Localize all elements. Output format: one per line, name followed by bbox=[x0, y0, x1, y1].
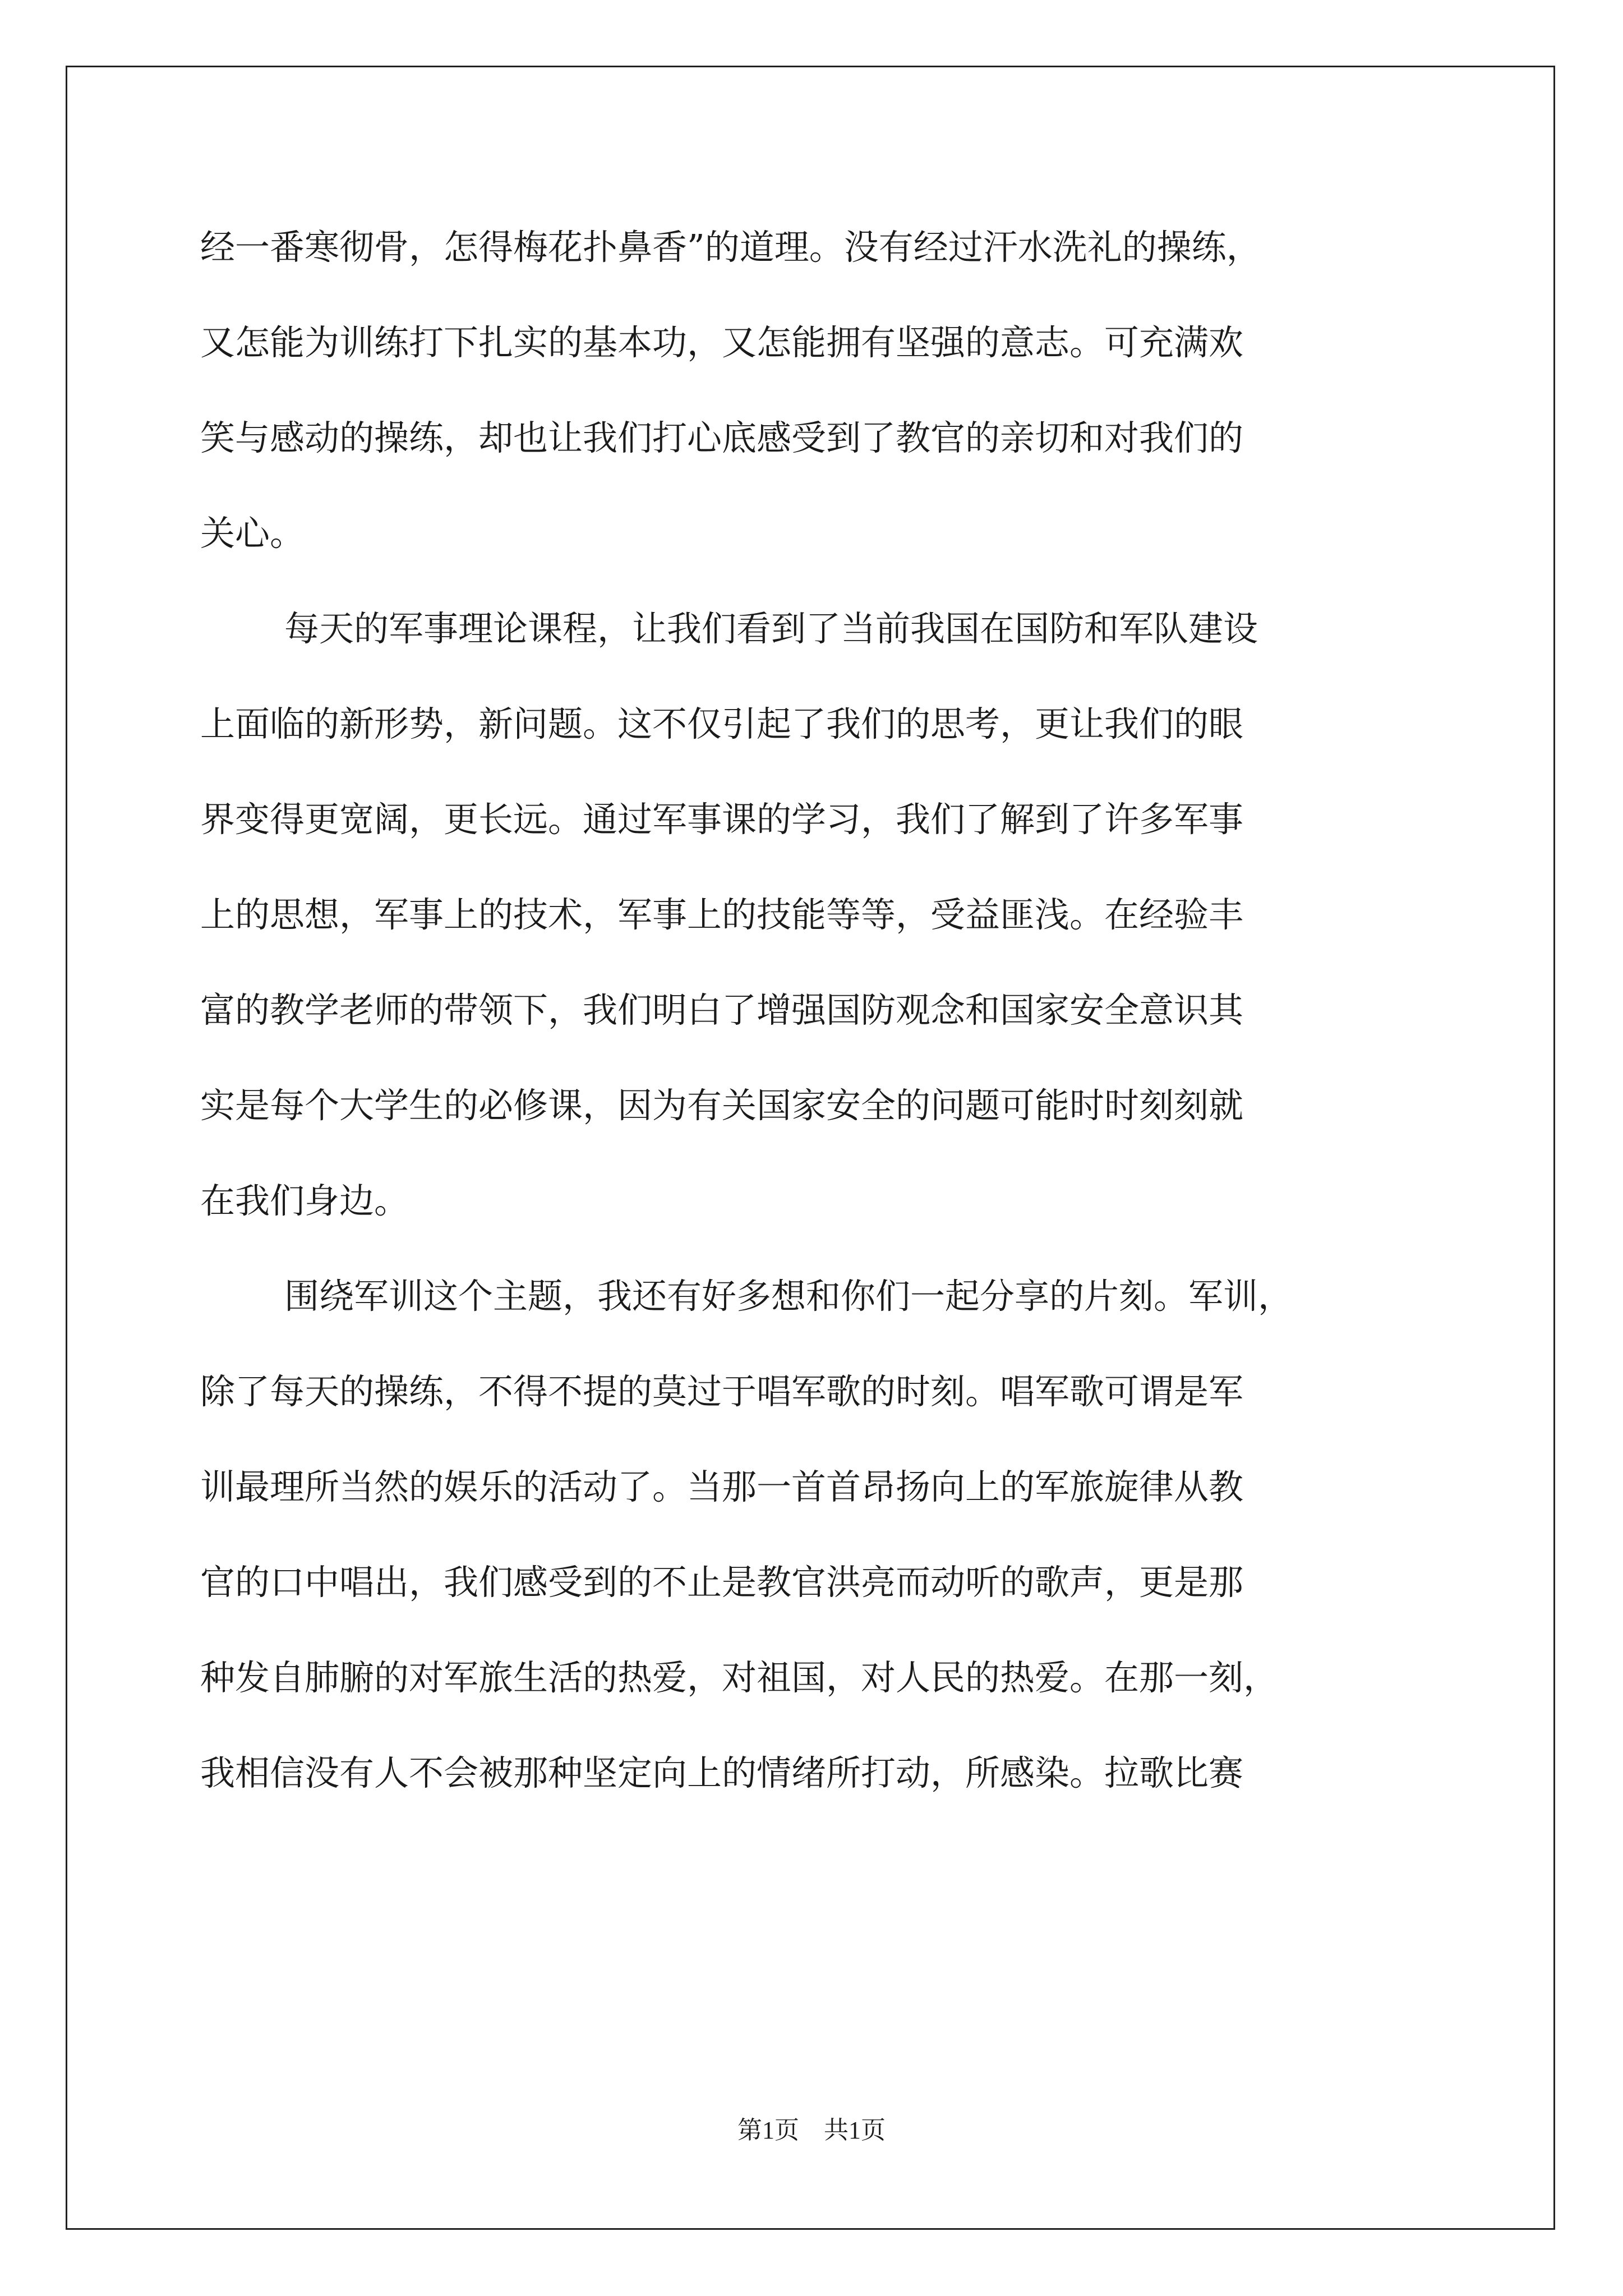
page-number: 第1页 共1页 bbox=[737, 2116, 886, 2144]
text-line: 关心。 bbox=[200, 513, 305, 554]
text-line: 实是每个大学生的必修课，因为有关国家安全的问题可能时时刻刻就 bbox=[200, 1085, 1244, 1126]
text-line: 训最理所当然的娱乐的活动了。当那一首首昂扬向上的军旅旋律从教 bbox=[200, 1466, 1244, 1507]
text-line: 围绕军训这个主题，我还有好多想和你们一起分享的片刻。军训， bbox=[284, 1276, 1293, 1317]
text-line: 经一番寒彻骨，怎得梅花扑鼻香”的道理。没有经过汗水洗礼的操练， bbox=[200, 227, 1261, 268]
text-line: 界变得更宽阔，更长远。通过军事课的学习，我们了解到了许多军事 bbox=[200, 799, 1244, 840]
text-line: 种发自肺腑的对军旅生活的热爱，对祖国，对人民的热爱。在那一刻， bbox=[200, 1657, 1279, 1698]
text-line: 每天的军事理论课程，让我们看到了当前我国在国防和军队建设 bbox=[284, 608, 1258, 649]
text-line: 上面临的新形势，新问题。这不仅引起了我们的思考，更让我们的眼 bbox=[200, 703, 1244, 744]
page-border bbox=[66, 66, 1555, 2230]
text-line: 官的口中唱出，我们感受到的不止是教官洪亮而动听的歌声，更是那 bbox=[200, 1562, 1244, 1603]
text-line: 我相信没有人不会被那种坚定向上的情绪所打动，所感染。拉歌比赛 bbox=[200, 1752, 1244, 1793]
text-line: 在我们身边。 bbox=[200, 1180, 409, 1221]
text-line: 又怎能为训练打下扎实的基本功，又怎能拥有坚强的意志。可充满欢 bbox=[200, 322, 1244, 363]
text-line: 除了每天的操练，不得不提的莫过于唱军歌的时刻。唱军歌可谓是军 bbox=[200, 1371, 1244, 1412]
text-line: 富的教学老师的带领下，我们明白了增强国防观念和国家安全意识其 bbox=[200, 990, 1244, 1030]
text-line: 上的思想，军事上的技术，军事上的技能等等，受益匪浅。在经验丰 bbox=[200, 894, 1244, 935]
text-line: 笑与感动的操练，却也让我们打心底感受到了教官的亲切和对我们的 bbox=[200, 417, 1244, 458]
